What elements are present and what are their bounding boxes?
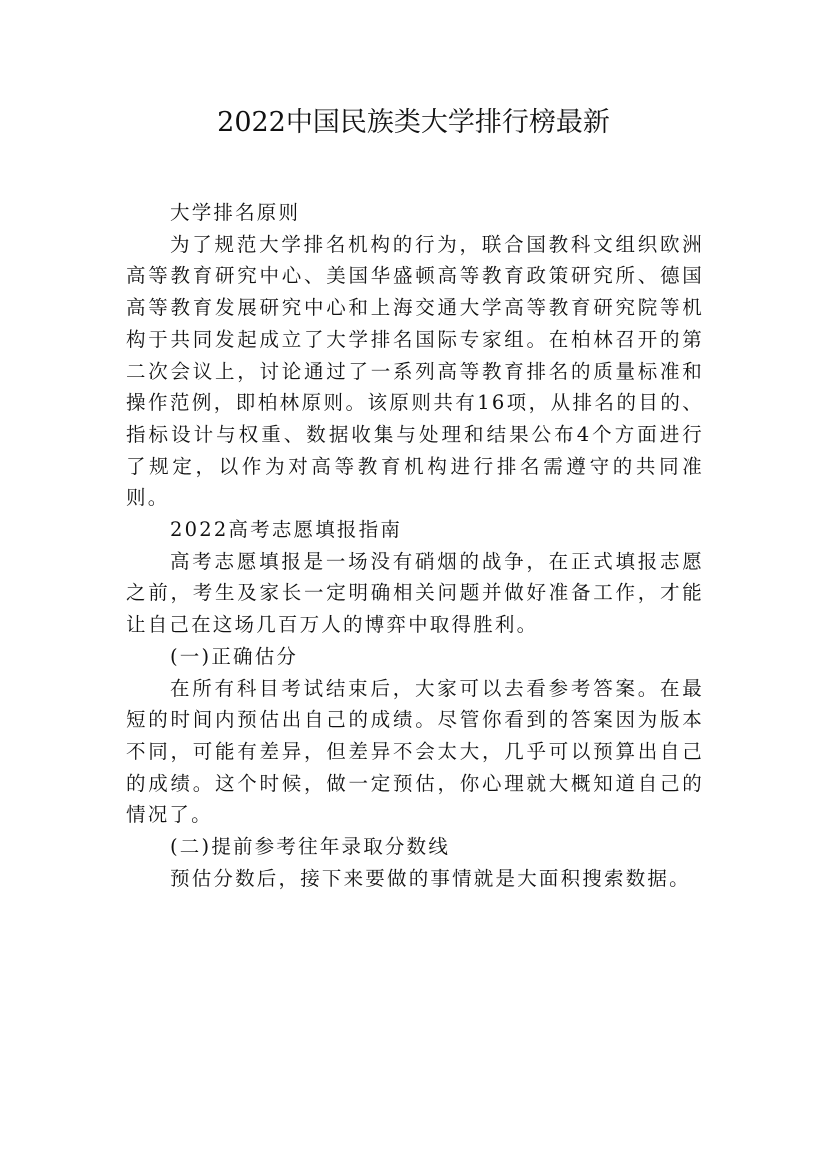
section-heading-past-cutoff-scores: (二)提前参考往年录取分数线 [170,835,451,859]
document-body [126,197,704,894]
document-title: 2022中国民族类大学排行榜最新 [217,107,610,138]
section-heading-estimate-score: (一)正确估分 [170,644,299,668]
paragraph-search-data: 预估分数后，接下来要做的事情就是大面积搜索数据。 [170,866,691,890]
paragraph-berlin-principles: 为了规范大学排名机构的行为，联合国教科文组织欧洲高等教育研究中心、美国华盛顿高等教育政策研究所、德国高等教育发展研究中心和上海交通大学高等教育研究院等机构于共同发起成立了大学排名国际专家组。在柏林召开的第二次会议上，讨论通过了一系列高等教育排名的质量标准和操作范例，即柏林原则。该原则共有16项，从排名的目的、指标设计与权重、数据收集与处理和结果公布4个方面进行了规定，以作为对高等教育机构进行排名需遵守的共同准则。 [126,232,704,510]
section-heading-application-guide: 2022高考志愿填报指南 [170,518,403,542]
paragraph-estimate-score: 在所有科目考试结束后，大家可以去看参考答案。在最短的时间内预估出自己的成绩。尽管你看到的答案因为版本不同，可能有差异，但差异不会太大，几乎可以预算出自己的成绩。这个时候，做一定预估，你心理就大概知道自己的情况了。 [126,676,704,827]
paragraph-application-intro: 高考志愿填报是一场没有硝烟的战争，在正式填报志愿之前，考生及家长一定明确相关问题并做好准备工作，才能让自己在这场几百万人的博弈中取得胜利。 [126,549,704,637]
section-heading-ranking-principles: 大学排名原则 [170,201,301,224]
